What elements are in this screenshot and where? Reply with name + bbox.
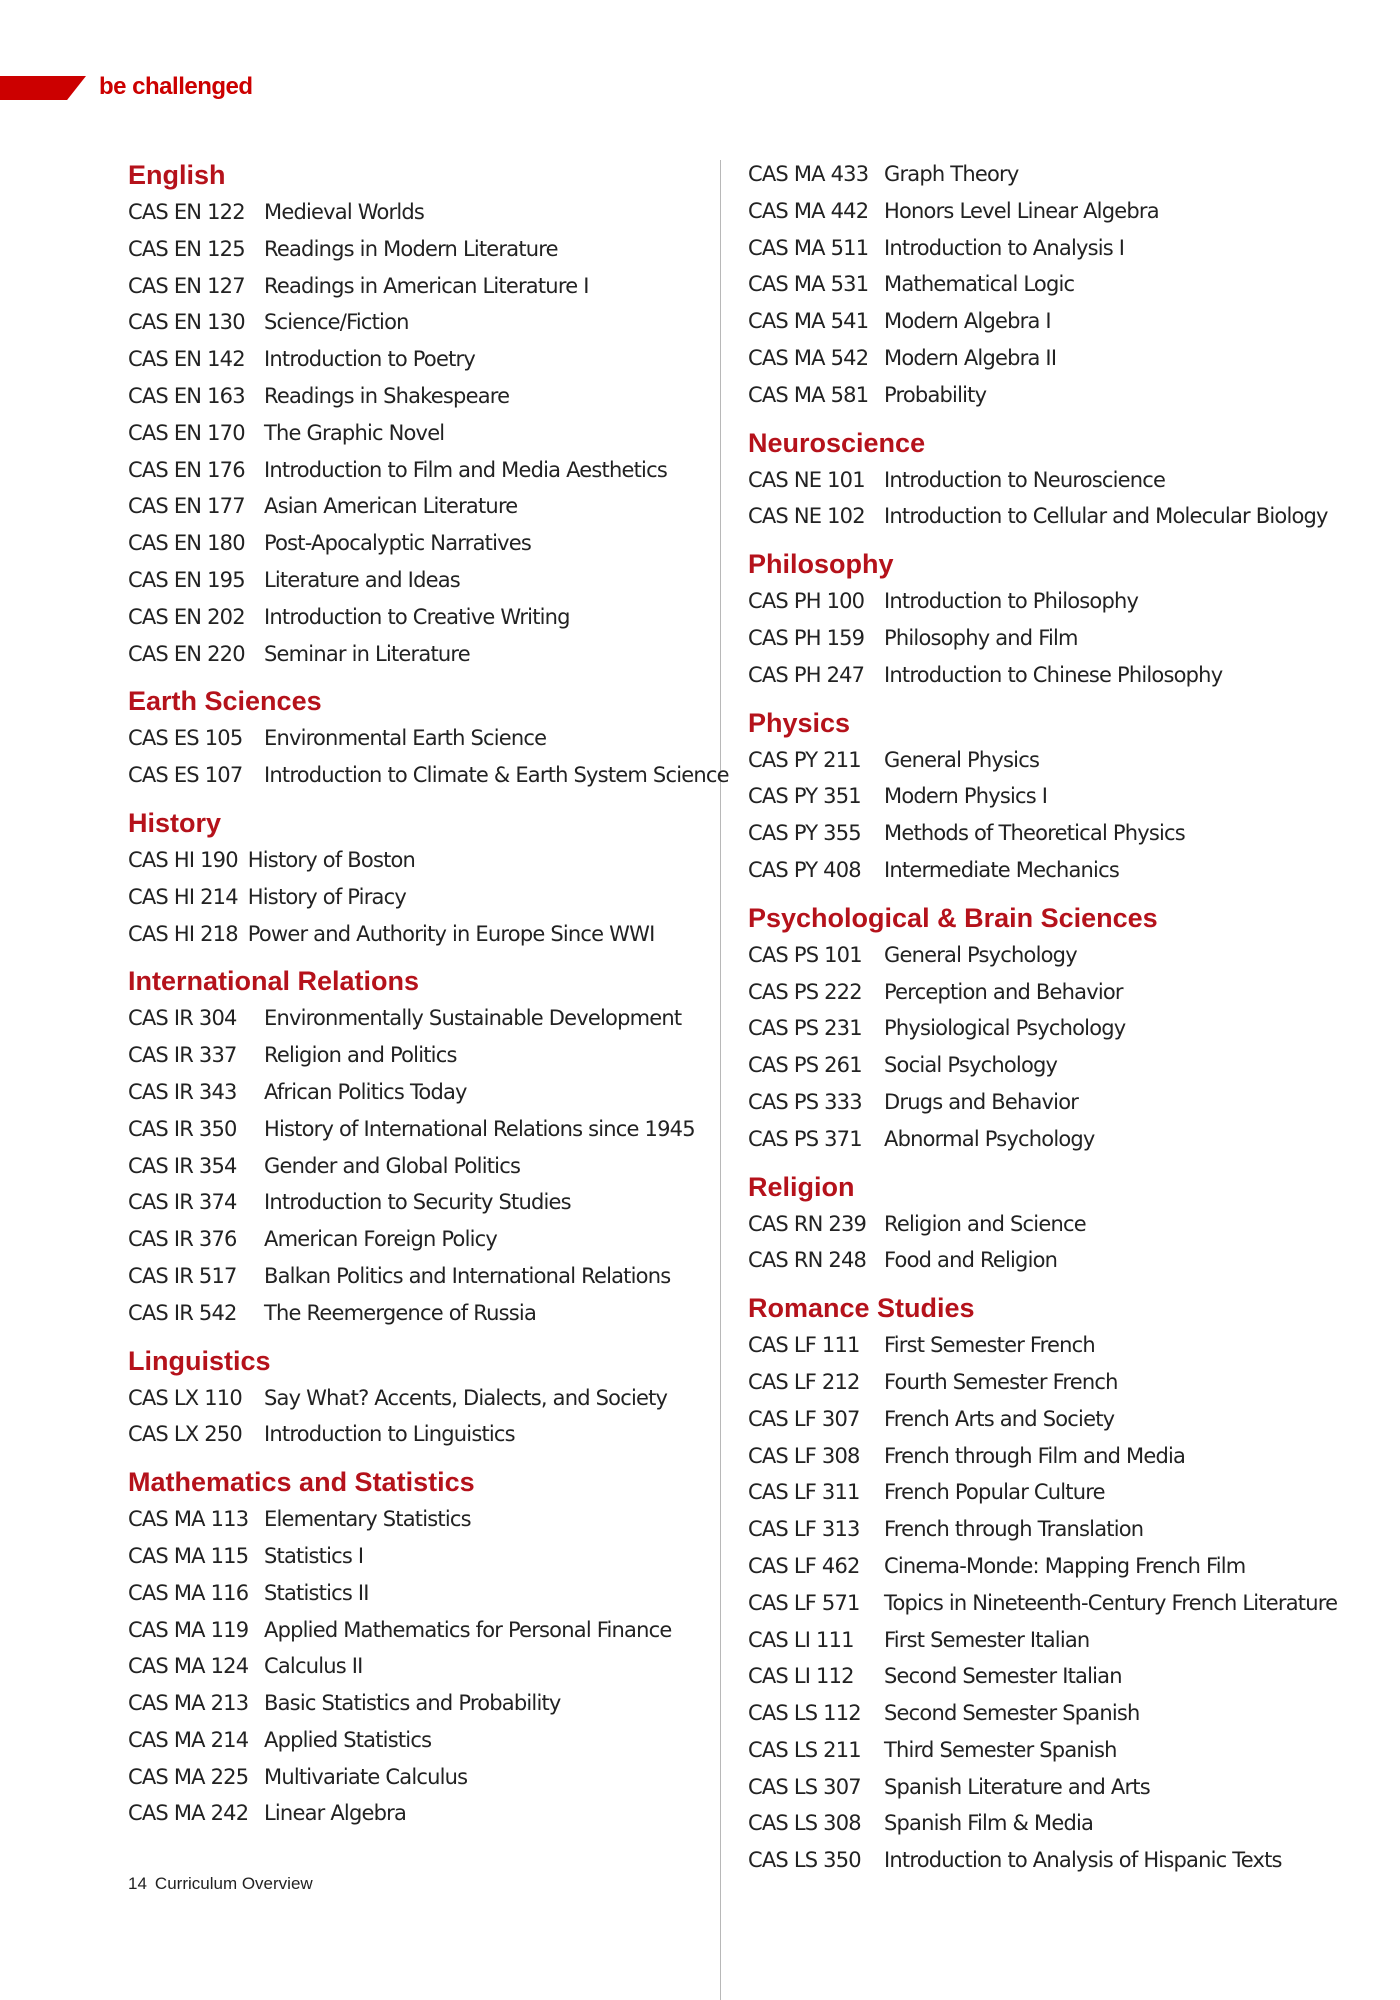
course-row (748, 1769, 1378, 1806)
course-code: CAS LF 307 (748, 1406, 860, 1431)
section-heading: Religion (748, 1171, 855, 1202)
course-title: Modern Algebra II (884, 345, 1057, 370)
course-code: CAS EN 177 (128, 494, 245, 519)
course-row (748, 193, 1378, 230)
course-title: Cinema-Monde: Mapping French Film (884, 1553, 1246, 1578)
course-code: CAS PS 231 (748, 1016, 862, 1041)
course-row (748, 1585, 1378, 1622)
course-row (128, 1416, 708, 1453)
course-title: Environmental Earth Science (264, 726, 547, 751)
course-row (128, 1648, 708, 1685)
course-code: CAS IR 354 (128, 1153, 237, 1178)
course-title: Mathematical Logic (884, 272, 1075, 297)
course-row (748, 1842, 1378, 1879)
course-row (748, 1695, 1378, 1732)
course-row (748, 620, 1378, 657)
course-code: CAS RN 239 (748, 1211, 867, 1236)
course-title: Second Semester Spanish (884, 1701, 1140, 1726)
course-code: CAS EN 163 (128, 383, 245, 408)
course-title: Post-Apocalyptic Narratives (264, 531, 531, 556)
course-row (128, 1037, 708, 1074)
section-heading: Neuroscience (748, 427, 926, 458)
section-heading: English (128, 160, 226, 190)
course-code: CAS MA 213 (128, 1691, 249, 1716)
section-heading: Physics (748, 707, 851, 738)
course-title: Linear Algebra (264, 1801, 407, 1826)
course-row (128, 268, 708, 305)
course-row (748, 1401, 1378, 1438)
course-row (128, 231, 708, 268)
course-code: CAS MA 442 (748, 198, 869, 223)
course-title: The Reemergence of Russia (264, 1300, 537, 1325)
course-code: CAS PY 351 (748, 784, 861, 809)
course-title: Seminar in Literature (264, 641, 470, 666)
course-row (748, 462, 1378, 499)
course-row (748, 266, 1378, 303)
course-code: CAS NE 102 (748, 504, 865, 529)
course-row (748, 1732, 1378, 1769)
course-title: Balkan Politics and International Relations (264, 1263, 671, 1288)
course-title: General Psychology (884, 942, 1077, 967)
course-row (128, 1575, 708, 1612)
course-title: French Popular Culture (884, 1480, 1105, 1505)
section-heading: Linguistics (128, 1345, 271, 1376)
course-row (748, 1206, 1378, 1243)
course-code: CAS MA 214 (128, 1727, 249, 1752)
course-code: CAS IR 350 (128, 1116, 237, 1141)
course-row (748, 1047, 1378, 1084)
course-code: CAS MA 113 (128, 1507, 249, 1532)
course-row (128, 1111, 708, 1148)
course-title: The Graphic Novel (264, 420, 445, 445)
section-heading: Romance Studies (748, 1293, 975, 1324)
course-title: Spanish Literature and Arts (884, 1774, 1150, 1799)
section-heading: Mathematics and Statistics (128, 1467, 475, 1498)
course-code: CAS EN 176 (128, 457, 245, 482)
course-row (748, 778, 1378, 815)
course-title: Statistics I (264, 1543, 364, 1568)
course-row (128, 341, 708, 378)
course-code: CAS RN 248 (748, 1248, 867, 1273)
course-title: Applied Mathematics for Personal Finance (264, 1617, 672, 1642)
course-title: French through Translation (884, 1517, 1144, 1542)
course-title: French through Film and Media (884, 1443, 1186, 1468)
course-title: Second Semester Italian (884, 1664, 1122, 1689)
banner-bar (0, 76, 86, 100)
section-heading: Philosophy (748, 549, 894, 580)
course-row (748, 156, 1378, 193)
course-title: Basic Statistics and Probability (264, 1691, 561, 1716)
course-row (128, 304, 708, 341)
course-row (128, 1000, 708, 1037)
course-code: CAS IR 376 (128, 1227, 237, 1252)
course-code: CAS MA 511 (748, 235, 869, 260)
course-title: Food and Religion (884, 1248, 1058, 1273)
column-divider (720, 160, 721, 2000)
course-code: CAS HI 214 (128, 884, 238, 909)
course-code: CAS EN 180 (128, 531, 245, 556)
course-code: CAS IR 542 (128, 1300, 237, 1325)
course-row (128, 1759, 708, 1796)
course-row (128, 452, 708, 489)
course-row (748, 1548, 1378, 1585)
course-row (128, 1538, 708, 1575)
course-row (748, 1084, 1378, 1121)
course-title: Introduction to Film and Media Aesthetics (264, 457, 667, 482)
course-row (128, 488, 708, 525)
course-title: Introduction to Poetry (264, 347, 475, 372)
course-title: History of Piracy (247, 884, 406, 909)
course-title: Asian American Literature (264, 494, 518, 519)
course-code: CAS EN 122 (128, 200, 245, 224)
course-title: General Physics (884, 747, 1040, 772)
course-section (748, 704, 1378, 889)
course-row (128, 1795, 708, 1832)
course-code: CAS EN 195 (128, 567, 245, 592)
course-section (128, 1463, 708, 1832)
course-title: African Politics Today (264, 1079, 467, 1104)
course-title: Readings in Shakespeare (264, 383, 510, 408)
course-title: Introduction to Climate & Earth System Science (264, 763, 729, 788)
course-title: Introduction to Neuroscience (884, 467, 1166, 492)
course-section (128, 962, 708, 1331)
course-row (748, 974, 1378, 1011)
course-code: CAS PY 408 (748, 857, 861, 882)
course-row (748, 1242, 1378, 1279)
course-code: CAS IR 337 (128, 1043, 237, 1068)
course-row (748, 1364, 1378, 1401)
course-title: Gender and Global Politics (264, 1153, 521, 1178)
course-title: History of Boston (247, 847, 416, 872)
course-row (748, 1622, 1378, 1659)
course-code: CAS MA 116 (128, 1580, 249, 1605)
footer-label: Curriculum Overview (154, 1874, 313, 1893)
course-title: Honors Level Linear Algebra (884, 198, 1159, 223)
course-title: Topics in Nineteenth-Century French Literature (884, 1590, 1338, 1615)
course-row (128, 636, 708, 673)
course-row (748, 815, 1378, 852)
course-row (128, 879, 708, 916)
course-title: Religion and Science (884, 1211, 1086, 1236)
course-code: CAS MA 541 (748, 309, 869, 334)
section-heading: Psychological & Brain Sciences (748, 902, 1158, 933)
course-row (748, 230, 1378, 267)
course-row (128, 1722, 708, 1759)
course-code: CAS MA 225 (128, 1764, 249, 1789)
course-row (748, 1010, 1378, 1047)
course-title: Philosophy and Film (884, 625, 1078, 650)
course-code: CAS HI 218 (128, 921, 238, 946)
course-title: Say What? Accents, Dialects, and Society (264, 1385, 668, 1410)
course-code: CAS LI 111 (748, 1627, 854, 1652)
page-number: 14 (128, 1874, 147, 1893)
course-row (748, 852, 1378, 889)
course-row (128, 525, 708, 562)
banner-text: be challenged (99, 73, 253, 100)
course-section (128, 1342, 708, 1454)
course-code: CAS PH 247 (748, 662, 865, 687)
course-section (128, 156, 708, 672)
course-title: Drugs and Behavior (884, 1089, 1079, 1114)
course-section (128, 804, 708, 952)
course-title: First Semester Italian (884, 1627, 1090, 1652)
course-title: Introduction to Security Studies (264, 1190, 571, 1215)
course-row (748, 340, 1378, 377)
course-row (128, 1184, 708, 1221)
course-title: Religion and Politics (264, 1043, 457, 1068)
course-title: Methods of Theoretical Physics (884, 821, 1185, 846)
course-code: CAS MA 115 (128, 1543, 249, 1568)
course-code: CAS LS 307 (748, 1774, 861, 1799)
course-code: CAS EN 220 (128, 641, 245, 666)
course-title: Introduction to Linguistics (264, 1422, 515, 1447)
course-title: Intermediate Mechanics (884, 857, 1119, 882)
course-row (748, 583, 1378, 620)
course-code: CAS EN 170 (128, 420, 245, 445)
course-row (748, 1438, 1378, 1475)
course-code: CAS MA 242 (128, 1801, 249, 1826)
course-code: CAS IR 374 (128, 1190, 237, 1215)
course-code: CAS IR 343 (128, 1079, 237, 1104)
course-row (128, 1221, 708, 1258)
course-title: Fourth Semester French (884, 1369, 1118, 1394)
course-code: CAS EN 125 (128, 236, 245, 261)
course-title: Perception and Behavior (884, 979, 1123, 1004)
course-title: First Semester French (884, 1333, 1095, 1358)
section-heading: International Relations (128, 966, 420, 997)
course-code: CAS LS 308 (748, 1811, 861, 1836)
course-section (128, 682, 729, 794)
course-title: Introduction to Creative Writing (264, 604, 570, 629)
course-code: CAS HI 190 (128, 847, 238, 872)
course-title: Statistics II (264, 1580, 369, 1605)
course-code: CAS MA 124 (128, 1654, 249, 1679)
course-title: History of International Relations since 1945 (264, 1116, 695, 1141)
course-title: Introduction to Analysis I (884, 235, 1125, 260)
course-row (128, 599, 708, 636)
course-code: CAS MA 119 (128, 1617, 249, 1642)
course-section (748, 156, 1378, 414)
course-section (748, 545, 1378, 693)
course-row (128, 378, 708, 415)
course-code: CAS EN 142 (128, 347, 245, 372)
section-heading: History (128, 807, 222, 838)
course-row (128, 1295, 708, 1332)
course-code: CAS LX 110 (128, 1385, 242, 1410)
course-title: Literature and Ideas (264, 567, 460, 592)
course-code: CAS PS 371 (748, 1126, 862, 1151)
course-row (748, 1474, 1378, 1511)
course-title: French Arts and Society (884, 1406, 1115, 1431)
course-code: CAS LS 211 (748, 1737, 861, 1762)
course-title: Social Psychology (884, 1053, 1058, 1078)
course-row (128, 1501, 708, 1538)
course-code: CAS PH 100 (748, 589, 865, 614)
course-row (128, 1074, 708, 1111)
course-row (128, 1258, 708, 1295)
course-row (128, 1380, 708, 1417)
course-row (748, 1121, 1378, 1158)
course-row (748, 937, 1378, 974)
course-row (128, 562, 708, 599)
course-code: CAS ES 107 (128, 763, 243, 788)
course-code: CAS LX 250 (128, 1422, 242, 1447)
course-code: CAS PS 101 (748, 942, 862, 967)
course-row (128, 720, 708, 757)
section-heading: Earth Sciences (128, 686, 322, 717)
course-code: CAS IR 304 (128, 1006, 237, 1031)
course-section (748, 899, 1378, 1158)
course-title: Applied Statistics (264, 1727, 432, 1752)
course-title: Abnormal Psychology (884, 1126, 1095, 1151)
course-row (748, 742, 1378, 779)
course-row (748, 1511, 1378, 1548)
course-row (128, 1148, 708, 1185)
course-row (748, 498, 1378, 535)
course-title: Introduction to Analysis of Hispanic Texts (884, 1848, 1282, 1873)
course-row (748, 377, 1378, 414)
course-title: Introduction to Chinese Philosophy (884, 662, 1223, 687)
course-title: Modern Algebra I (884, 309, 1051, 334)
right-column (748, 156, 1378, 1889)
course-code: CAS IR 517 (128, 1263, 237, 1288)
course-code: CAS PS 261 (748, 1053, 862, 1078)
course-title: Introduction to Philosophy (884, 589, 1139, 614)
course-code: CAS PY 211 (748, 747, 861, 772)
course-code: CAS NE 101 (748, 467, 865, 492)
course-row (748, 1658, 1378, 1695)
course-code: CAS MA 433 (748, 162, 869, 186)
course-code: CAS LF 311 (748, 1480, 860, 1505)
course-title: Medieval Worlds (264, 200, 425, 224)
course-code: CAS MA 542 (748, 345, 869, 370)
course-code: CAS EN 127 (128, 273, 245, 298)
course-title: Modern Physics I (884, 784, 1048, 809)
course-code: CAS LS 350 (748, 1848, 861, 1873)
course-code: CAS ES 105 (128, 726, 243, 751)
course-title: Readings in American Literature I (264, 273, 589, 298)
course-code: CAS LF 571 (748, 1590, 860, 1615)
course-code: CAS PY 355 (748, 821, 861, 846)
course-code: CAS LF 111 (748, 1333, 860, 1358)
course-code: CAS LI 112 (748, 1664, 854, 1689)
course-title: Environmentally Sustainable Development (264, 1006, 682, 1031)
course-title: Graph Theory (884, 162, 1019, 186)
course-row (748, 303, 1378, 340)
course-code: CAS LF 313 (748, 1517, 860, 1542)
course-row (128, 415, 708, 452)
course-row (128, 842, 708, 879)
course-row (128, 1685, 708, 1722)
course-title: Physiological Psychology (884, 1016, 1126, 1041)
course-code: CAS PH 159 (748, 625, 865, 650)
course-code: CAS PS 333 (748, 1089, 862, 1114)
course-title: Probability (884, 382, 987, 407)
course-row (748, 1327, 1378, 1364)
course-code: CAS MA 531 (748, 272, 869, 297)
course-section (748, 1289, 1378, 1879)
course-row (128, 916, 708, 953)
course-title: Power and Authority in Europe Since WWI (247, 921, 655, 946)
course-title: Readings in Modern Literature (264, 236, 558, 261)
course-section (748, 424, 1378, 536)
course-code: CAS MA 581 (748, 382, 869, 407)
course-code: CAS PS 222 (748, 979, 862, 1004)
course-row (128, 1612, 708, 1649)
course-code: CAS LS 112 (748, 1701, 861, 1726)
course-row (748, 1805, 1378, 1842)
course-row (748, 657, 1378, 694)
course-code: CAS LF 212 (748, 1369, 860, 1394)
course-code: CAS LF 308 (748, 1443, 860, 1468)
course-code: CAS EN 202 (128, 604, 245, 629)
left-column (128, 156, 729, 1842)
course-title: Calculus II (264, 1654, 363, 1679)
course-title: Spanish Film & Media (884, 1811, 1094, 1836)
course-title: Introduction to Cellular and Molecular Biology (884, 504, 1328, 529)
course-title: Elementary Statistics (264, 1507, 471, 1532)
course-title: Science/Fiction (264, 310, 409, 335)
course-title: Multivariate Calculus (264, 1764, 468, 1789)
page-footer (128, 1874, 313, 1894)
course-title: Third Semester Spanish (884, 1737, 1117, 1762)
course-code: CAS LF 462 (748, 1553, 860, 1578)
course-row (128, 757, 729, 794)
course-code: CAS EN 130 (128, 310, 245, 335)
course-section (748, 1168, 1378, 1280)
course-title: American Foreign Policy (264, 1227, 498, 1252)
course-row (128, 194, 708, 231)
